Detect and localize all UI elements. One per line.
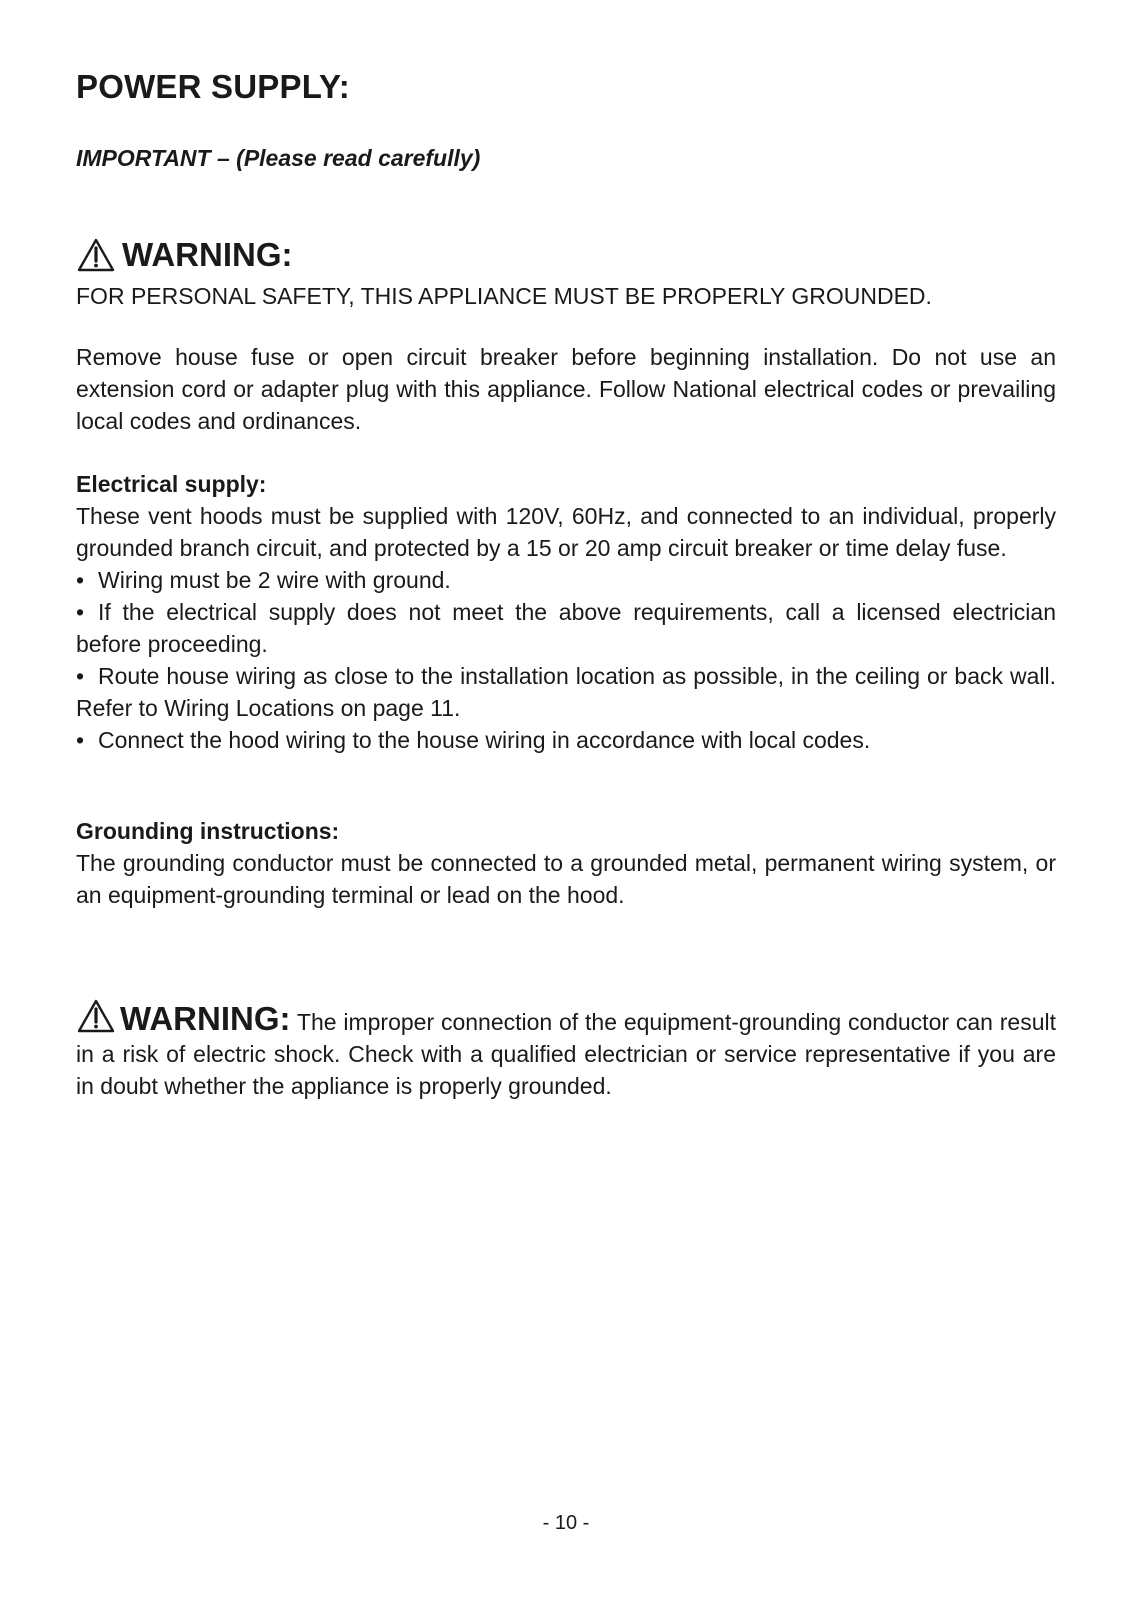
warning-heading <box>76 236 292 274</box>
grounding-heading: Grounding instructions: <box>76 818 340 844</box>
list-item: • Wiring must be 2 wire with ground. <box>76 564 1056 596</box>
electrical-supply-heading: Electrical supply: <box>76 471 267 497</box>
warning-triangle-icon <box>76 237 116 273</box>
warning-label: WARNING: <box>120 1000 291 1037</box>
shock-warning-text: The improper connection of the equipment-grounding conductor can result in a risk of electric shock. Check with a qualified electrician or service representative if you are in doubt whether the appliance is properly grounded. <box>76 1009 1056 1099</box>
bullet: • <box>76 567 85 593</box>
list-item: • Connect the hood wiring to the house wiring in accordance with local codes. <box>76 724 1056 756</box>
bullet: • <box>76 727 85 753</box>
warning-triangle-icon <box>76 998 116 1034</box>
list-item: • Route house wiring as close to the installation location as possible, in the ceiling or back wall. Refer to Wiring Locations on page 11. <box>76 660 1056 724</box>
important-notice: IMPORTANT – (Please read carefully) <box>76 145 481 171</box>
electrical-supply-section <box>76 468 1056 756</box>
grounding-text: The grounding conductor must be connected to a grounded metal, permanent wiring system, or an equipment-grounding terminal or lead on the hood. <box>76 850 1056 908</box>
page-number: - 10 - <box>542 1512 590 1534</box>
bullet: • <box>76 663 85 689</box>
list-item: • If the electrical supply does not meet the above requirements, call a licensed electrician before proceeding. <box>76 596 1056 660</box>
bullet: • <box>76 599 85 625</box>
safety-statement: FOR PERSONAL SAFETY, THIS APPLIANCE MUST BE PROPERLY GROUNDED. <box>76 283 932 309</box>
shock-warning <box>76 998 1056 1102</box>
warning-label: WARNING: <box>122 236 293 273</box>
installation-intro: Remove house fuse or open circuit breaker before beginning installation. Do not use an extension cord or adapter plug with this appliance. Follow National electrical codes or prevailing local codes and ordinances. <box>76 344 1056 434</box>
grounding-section <box>76 815 1056 911</box>
electrical-supply-text: These vent hoods must be supplied with 120V, 60Hz, and connected to an individual, properly grounded branch circuit, and protected by a 15 or 20 amp circuit breaker or time delay fuse. <box>76 503 1056 561</box>
electrical-bullets <box>76 564 1056 756</box>
page-title: POWER SUPPLY: <box>76 68 350 105</box>
